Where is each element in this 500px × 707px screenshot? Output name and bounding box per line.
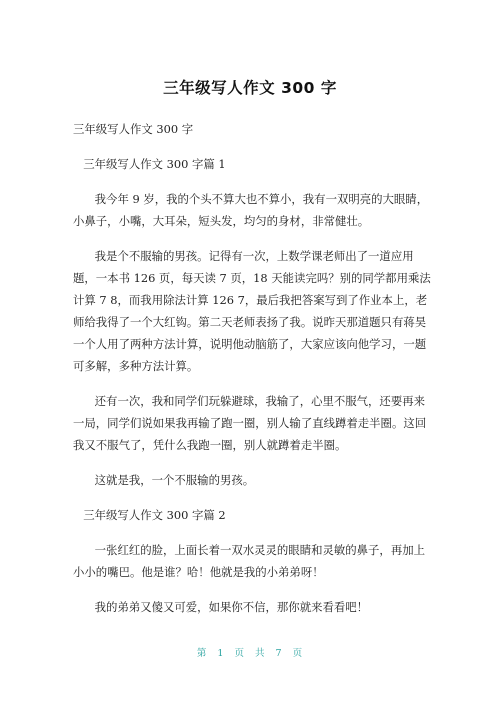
subtitle-paragraph: 三年级写人作文 300 字: [73, 122, 194, 136]
section-heading-1: 三年级写人作文 300 字篇 1: [83, 157, 226, 171]
body-paragraph: 我是个不服输的男孩。记得有一次，上数学课老师出了一道应用题，一本书 126 页，每天读 7 页，18 天能读完吗？别的同学都用乘法计算 7 8，而我用除法计算 126 7，最后我把答案写到了作业本上，老师给我得了一个大红钩。第二天老师表扬了我。说昨天那道题只有蒋昊一个人用了两种方法计算，说明他动脑筋了，大家应该向他学习，一题可多解，多种方法计算。: [73, 249, 431, 373]
body-paragraph: 这就是我，一个不服输的男孩。: [94, 473, 255, 487]
body-paragraph: 我的弟弟又傻又可爱，如果你不信，那你就来看看吧！: [94, 600, 369, 614]
body-paragraph: 我今年 9 岁，我的个头不算大也不算小，我有一双明亮的大眼睛，小鼻子，小嘴，大耳朵，短头发，均匀的身材，非常健壮。: [73, 192, 429, 228]
page-number-footer: 第 1 页 共 7 页: [196, 648, 304, 659]
body-paragraph: 还有一次，我和同学们玩躲避球，我输了，心里不服气，还要再来一局，同学们说如果我再输了跑一圈，别人输了直线蹲着走半圈。这回我又不服气了，凭什么我跑一圈，别人就蹲着走半圈。: [73, 394, 427, 452]
body-paragraph: 一张红红的脸，上面长着一双水灵灵的眼睛和灵敏的鼻子，再加上小小的嘴巴。他是谁？哈！他就是我的小弟弟呀！: [73, 543, 425, 579]
section-heading-2: 三年级写人作文 300 字篇 2: [83, 508, 226, 522]
document-body: [73, 118, 433, 631]
document-title: 三年级写人作文 300 字: [163, 79, 337, 97]
